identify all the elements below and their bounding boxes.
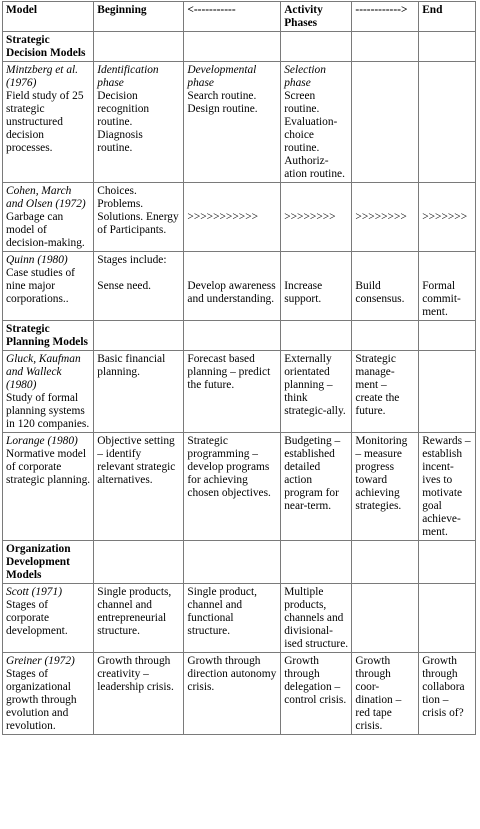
phase-cell	[281, 252, 352, 321]
phase-cell: Growth through coor-dination – red tape crisis.	[352, 653, 419, 735]
phase-cell: Growth through delegation – control crisis.	[281, 653, 352, 735]
table-row-mintzberg	[3, 62, 476, 183]
model-author: Quinn (1980)	[6, 254, 68, 266]
phase-cell: >>>>>>>>	[352, 183, 419, 252]
table-row-quinn	[3, 252, 476, 321]
model-author: Gluck, Kaufman and Walleck (1980)	[6, 353, 81, 391]
table-row-cohen	[3, 183, 476, 252]
phase-cell: Single product, channel and functional structure.	[184, 584, 281, 653]
header-beginning: Beginning	[94, 2, 184, 32]
phase-text: Screen routine. Evaluation-choice routine. Authoriz-ation routine.	[284, 90, 345, 180]
model-cell	[3, 183, 94, 252]
phase-cell	[184, 252, 281, 321]
section-title-strategic-planning: Strategic Planning Models	[3, 321, 94, 351]
section-row-org-development	[3, 541, 476, 584]
model-author: Greiner (1972)	[6, 655, 75, 667]
phase-text: Formal commit-ment.	[422, 280, 461, 318]
table-row-scott	[3, 584, 476, 653]
model-cell	[3, 62, 94, 183]
phase-text: Sense need.	[97, 280, 152, 292]
phase-cell: Growth through collabora tion – crisis of?	[419, 653, 476, 735]
strategy-process-models-table	[2, 1, 476, 735]
phase-cell	[419, 252, 476, 321]
phase-cell	[419, 62, 476, 183]
phase-cell	[94, 62, 184, 183]
phase-cell	[419, 351, 476, 433]
model-cell	[3, 433, 94, 541]
phase-cell	[281, 62, 352, 183]
phase-text: Develop awareness and understanding.	[187, 280, 276, 305]
section-row-strategic-decision	[3, 32, 476, 62]
model-cell	[3, 252, 94, 321]
model-description: Stages of corporate development.	[6, 599, 68, 637]
model-author: Scott (1971)	[6, 586, 62, 598]
phase-cell: Monitoring – measure progress toward achieving strategies.	[352, 433, 419, 541]
phase-cell: Basic financial planning.	[94, 351, 184, 433]
phase-cell: Budgeting – established detailed action program for near-term.	[281, 433, 352, 541]
phase-cell: Growth through creativity – leadership crisis.	[94, 653, 184, 735]
phase-text: Increase support.	[284, 280, 323, 305]
phase-text: Search routine. Design routine.	[187, 90, 258, 115]
model-description: Field study of 25 strategic unstructured decision processes.	[6, 90, 84, 154]
phase-cell: Externally orientated planning – think strategic-ally.	[281, 351, 352, 433]
phase-cell	[184, 62, 281, 183]
phase-cell	[419, 584, 476, 653]
phase-cell	[94, 252, 184, 321]
phase-cell	[352, 62, 419, 183]
model-description: Stages of organizational growth through evolution and revolution.	[6, 668, 77, 732]
phase-cell: Forecast based planning – predict the future.	[184, 351, 281, 433]
header-end: End	[419, 2, 476, 32]
model-author: Lorange (1980)	[6, 435, 78, 447]
model-description: Study of formal planning systems in 120 companies.	[6, 392, 90, 430]
phase-title: Developmental phase	[187, 64, 257, 89]
table-row-greiner	[3, 653, 476, 735]
header-arrow-right: ------------>	[352, 2, 419, 32]
phase-title: Identification phase	[97, 64, 159, 89]
header-arrow-left: <-----------	[184, 2, 281, 32]
phase-cell: Growth through direction autonomy crisis.	[184, 653, 281, 735]
phase-text: Build consensus.	[355, 280, 405, 305]
table-header-row	[3, 2, 476, 32]
phase-cell	[352, 584, 419, 653]
phase-cell: Multiple products, channels and divisional-ised structure.	[281, 584, 352, 653]
phase-cell: Single products, channel and entrepreneurial structure.	[94, 584, 184, 653]
model-author: Cohen, March and Olsen (1972)	[6, 185, 86, 210]
section-title-strategic-decision: Strategic Decision Models	[3, 32, 94, 62]
section-title-org-development: Organization Development Models	[3, 541, 94, 584]
model-description: Case studies of nine major corporations..	[6, 267, 75, 305]
section-row-strategic-planning	[3, 321, 476, 351]
table-row-gluck	[3, 351, 476, 433]
phase-title: Selection phase	[284, 64, 326, 89]
phase-cell: >>>>>>>>>>>	[184, 183, 281, 252]
phase-text: Decision recognition routine. Diagnosis routine.	[97, 90, 150, 154]
phase-cell: >>>>>>>	[419, 183, 476, 252]
header-activity-phases: Activity Phases	[281, 2, 352, 32]
model-cell	[3, 584, 94, 653]
table-row-lorange	[3, 433, 476, 541]
phase-cell: Choices. Problems. Solutions. Energy of Participants.	[94, 183, 184, 252]
model-description: Garbage can model of decision-making.	[6, 211, 85, 249]
phase-text: Stages include:	[97, 254, 167, 266]
model-cell	[3, 653, 94, 735]
phase-cell: >>>>>>>>	[281, 183, 352, 252]
phase-cell	[352, 252, 419, 321]
phase-cell: Strategic programming – develop programs for achieving chosen objectives.	[184, 433, 281, 541]
model-author: Mintzberg et al. (1976)	[6, 64, 79, 89]
phase-cell: Strategic manage-ment – create the future.	[352, 351, 419, 433]
model-cell	[3, 351, 94, 433]
phase-cell: Rewards – establish incent-ives to motivate goal achieve-ment.	[419, 433, 476, 541]
phase-cell: Objective setting – identify relevant strategic alternatives.	[94, 433, 184, 541]
header-model: Model	[3, 2, 94, 32]
model-description: Normative model of corporate strategic planning.	[6, 448, 91, 486]
